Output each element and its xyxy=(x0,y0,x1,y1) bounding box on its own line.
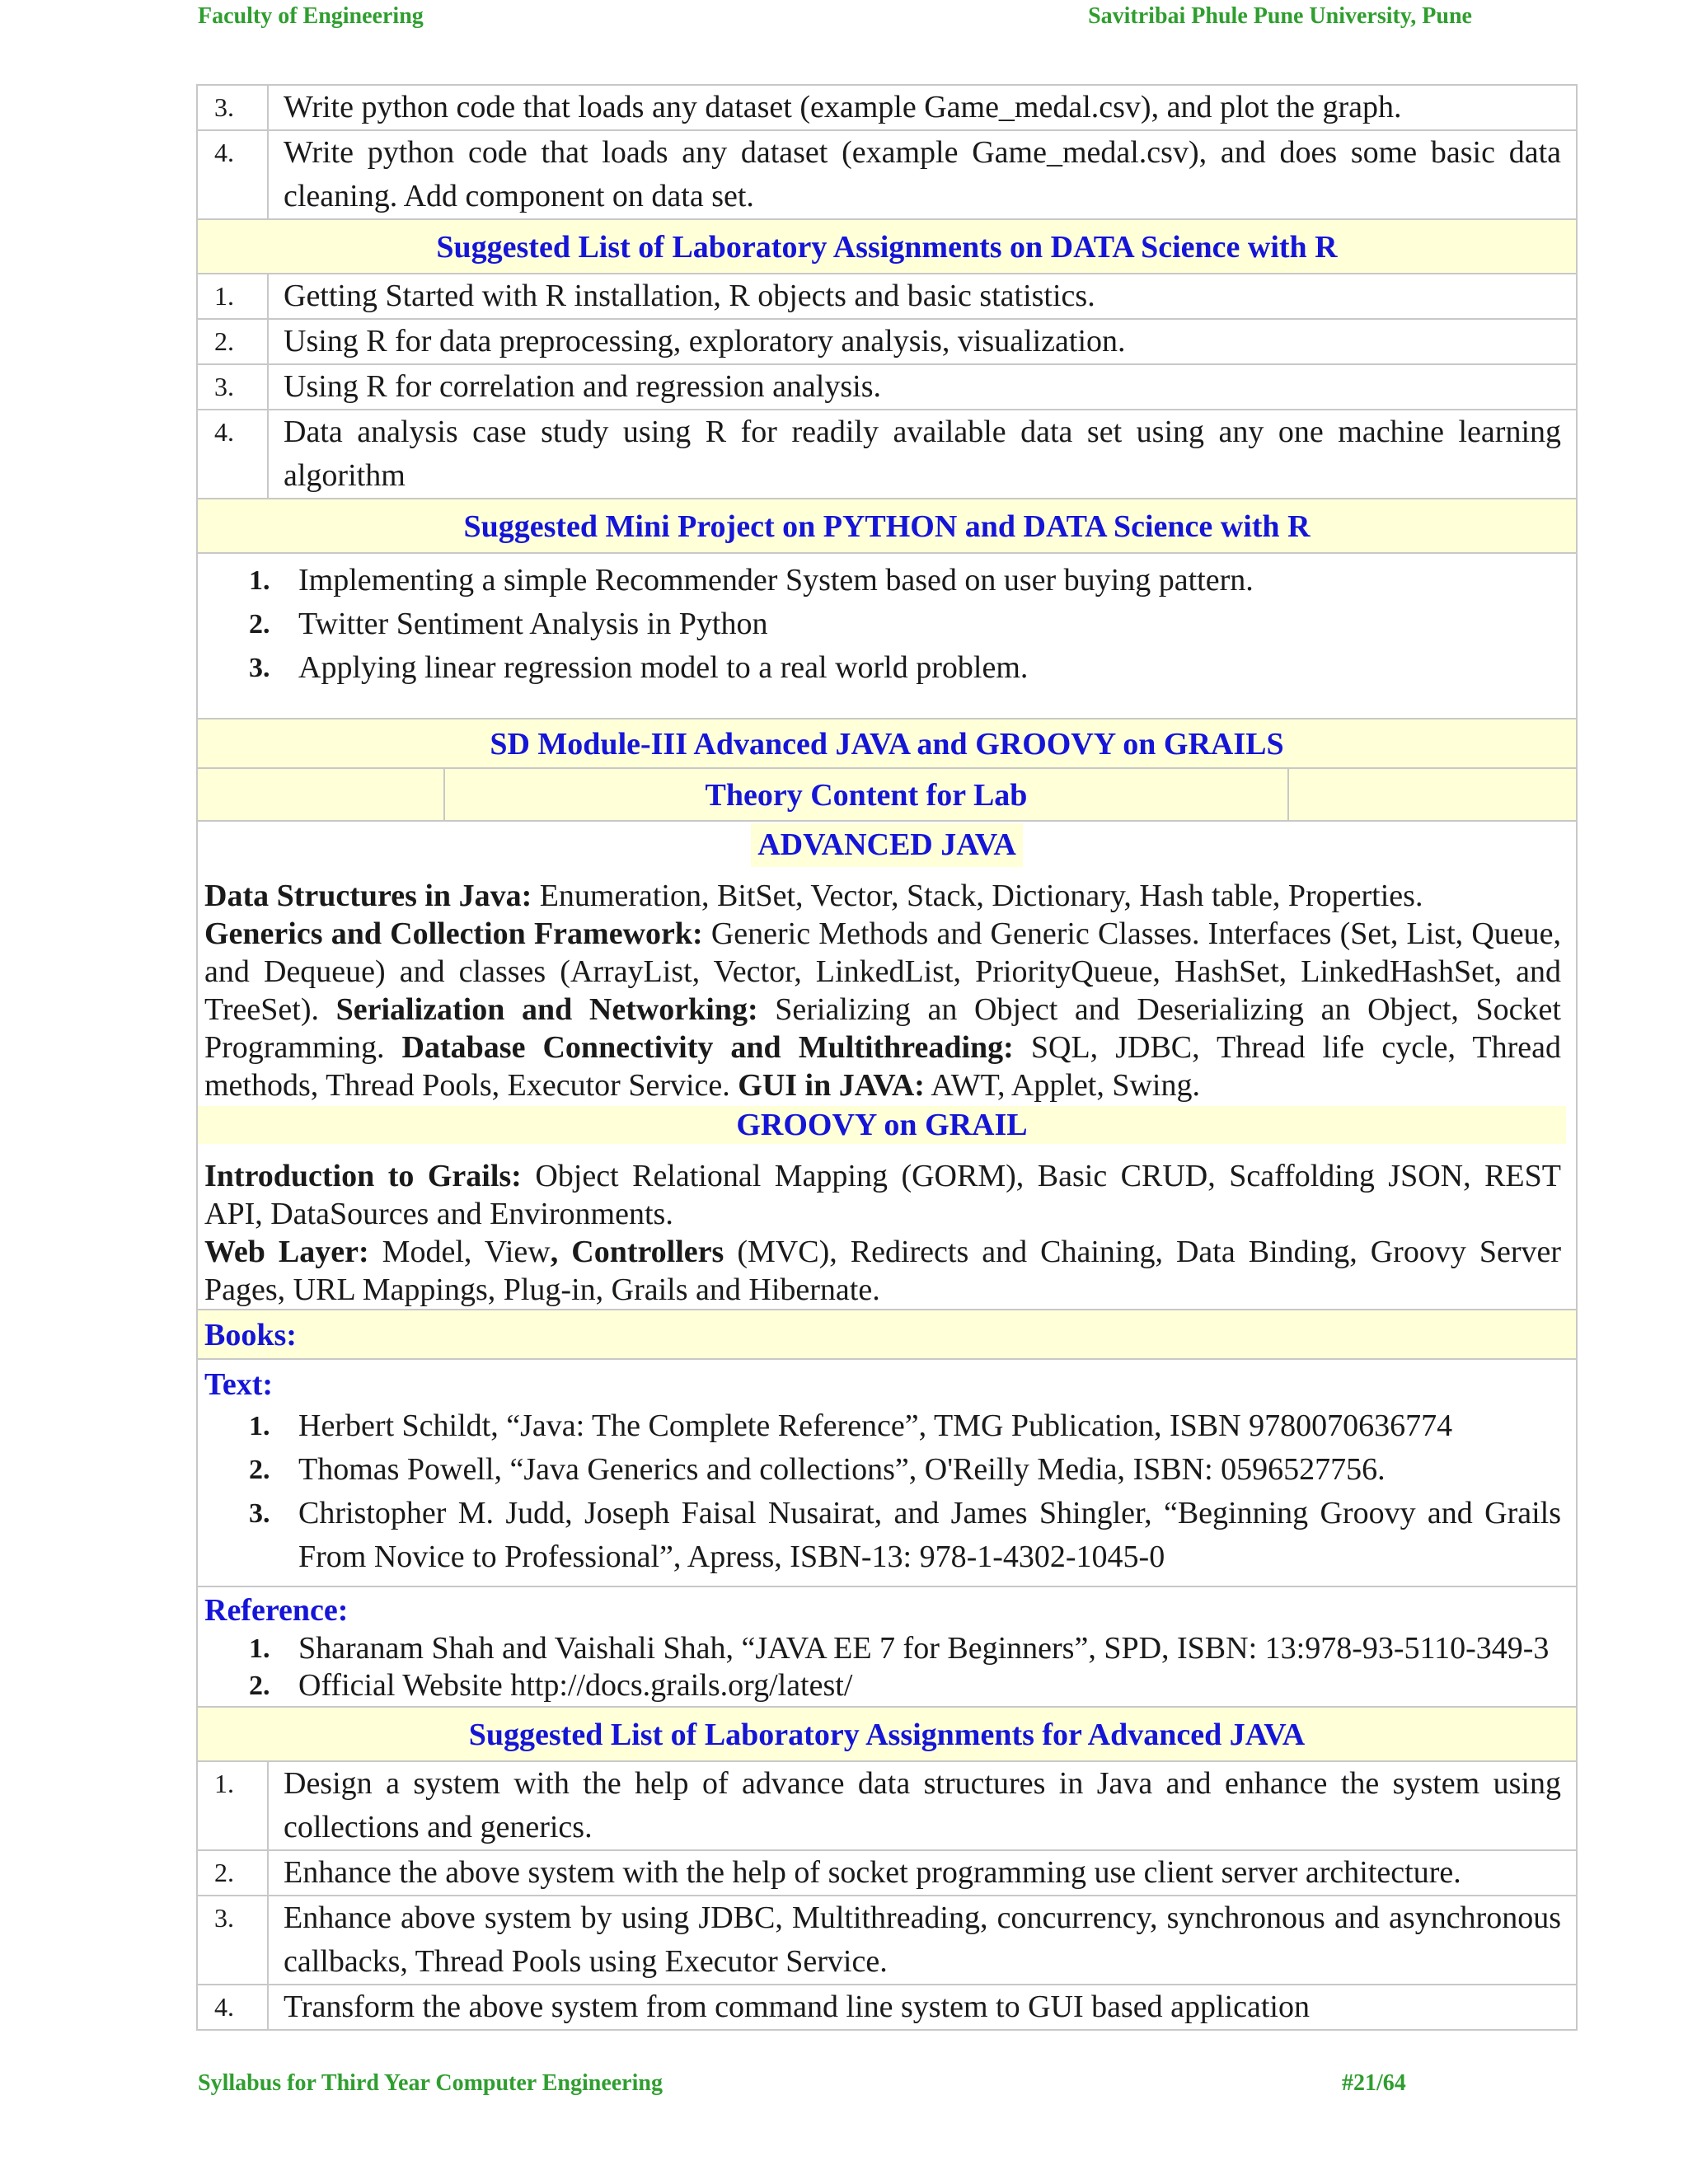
reference-books-section xyxy=(198,1587,1576,1708)
item-number: 2. xyxy=(249,1671,270,1701)
item-text: Thomas Powell, “Java Generics and collections”, O'Reilly Media, ISBN: 0596527756. xyxy=(298,1452,1386,1487)
item-number: 3. xyxy=(198,365,269,409)
text-grails-intro: Object Relational Mapping (GORM), Basic CRUD, Scaffolding JSON, REST API, DataSources and Environments. xyxy=(204,1159,1561,1231)
advanced-java-section xyxy=(198,822,1576,1310)
item-text: Implementing a simple Recommender System based on user buying pattern. xyxy=(298,563,1254,598)
label-gui: GUI in JAVA: xyxy=(738,1068,925,1103)
item-text: Applying linear regression model to a real world problem. xyxy=(298,650,1029,685)
list-item xyxy=(249,646,1561,690)
footer-page-number: #21/64 xyxy=(1342,2070,1406,2096)
footer-syllabus-title: Syllabus for Third Year Computer Engineering xyxy=(198,2070,663,2096)
reference-heading: Reference: xyxy=(204,1593,349,1628)
text-books-section xyxy=(198,1360,1576,1587)
r-item xyxy=(198,274,1576,320)
item-text: Using R for correlation and regression analysis. xyxy=(284,369,881,404)
label-generics: Generics and Collection Framework: xyxy=(204,916,703,951)
list-item xyxy=(249,602,1561,646)
text-serialization: Serializing an Object and Deserializing an Object, Socket Programming. xyxy=(204,992,1561,1065)
java-lab-item xyxy=(198,1985,1576,2029)
python-item xyxy=(198,131,1576,220)
label-controllers: , Controllers xyxy=(550,1235,724,1269)
books-heading: Books: xyxy=(198,1310,1576,1360)
java-lab-item xyxy=(198,1762,1576,1851)
item-text: Getting Started with R installation, R objects and basic statistics. xyxy=(284,279,1095,313)
item-number: 1. xyxy=(249,565,270,596)
item-text: Write python code that loads any dataset (example Game_medal.csv), and does some basic data cleaning. Add component on data set. xyxy=(284,135,1561,213)
item-text: Official Website http://docs.grails.org/latest/ xyxy=(298,1668,853,1703)
item-number: 3. xyxy=(198,1896,269,1984)
item-text: Data analysis case study using R for readily available data set using any one machine learning algorithm xyxy=(284,415,1561,493)
r-item xyxy=(198,410,1576,499)
groovy-heading: GROOVY on GRAIL xyxy=(198,1106,1566,1144)
text-data-structures: Enumeration, BitSet, Vector, Stack, Dictionary, Hash table, Properties. xyxy=(532,879,1423,913)
item-number: 2. xyxy=(198,1851,269,1895)
item-number: 4. xyxy=(198,131,269,218)
item-text: Enhance above system by using JDBC, Multithreading, concurrency, synchronous and asynchronous callbacks, Thread Pools using Executor Service. xyxy=(284,1900,1561,1979)
java-lab-heading: Suggested List of Laboratory Assignments for Advanced JAVA xyxy=(198,1708,1576,1762)
item-text: Christopher M. Judd, Joseph Faisal Nusairat, and James Shingler, “Beginning Groovy and Grails From Novice to Professional”, Apress, ISBN-13: 978-1-4302-1045-0 xyxy=(298,1496,1561,1574)
mini-project-list xyxy=(198,554,1576,719)
item-number: 4. xyxy=(198,1985,269,2029)
item-number: 2. xyxy=(249,1455,270,1485)
item-number: 1. xyxy=(249,1633,270,1664)
python-item xyxy=(198,86,1576,131)
item-number: 3. xyxy=(249,653,270,683)
java-lab-item xyxy=(198,1851,1576,1896)
text-gui: AWT, Applet, Swing. xyxy=(924,1068,1200,1103)
text-web-layer-rest: (MVC), Redirects and Chaining, Data Binding, Groovy Server Pages, URL Mappings, Plug-in, Grails and Hibernate. xyxy=(204,1235,1562,1307)
list-item xyxy=(249,1404,1561,1448)
java-lab-item xyxy=(198,1896,1576,1985)
item-text: Design a system with the help of advance data structures in Java and enhance the system using collections and generics. xyxy=(284,1766,1561,1844)
list-item xyxy=(249,559,1561,602)
item-number: 3. xyxy=(198,86,269,129)
item-text: Enhance the above system with the help of socket programming use client server architecture. xyxy=(284,1855,1461,1890)
list-item xyxy=(249,1448,1561,1492)
label-web-layer: Web Layer: xyxy=(204,1235,369,1269)
item-text: Twitter Sentiment Analysis in Python xyxy=(298,607,768,641)
text-database: SQL, JDBC, Thread life cycle, Thread methods, Thread Pools, Executor Service. xyxy=(204,1030,1562,1103)
header-university: Savitribai Phule Pune University, Pune xyxy=(1088,3,1472,29)
r-item xyxy=(198,365,1576,410)
item-number: 2. xyxy=(249,609,270,640)
item-number: 3. xyxy=(249,1498,270,1529)
item-number: 2. xyxy=(198,320,269,363)
theory-heading: Theory Content for Lab xyxy=(445,769,1289,820)
text-web-layer: Model, View xyxy=(368,1235,551,1269)
label-serialization: Serialization and Networking: xyxy=(335,992,758,1027)
item-number: 1. xyxy=(198,274,269,318)
module-heading: SD Module-III Advanced JAVA and GROOVY on GRAILS xyxy=(198,719,1576,769)
item-text: Using R for data preprocessing, exploratory analysis, visualization. xyxy=(284,324,1126,359)
item-number: 1. xyxy=(198,1762,269,1849)
advanced-java-heading: ADVANCED JAVA xyxy=(751,823,1023,867)
list-item xyxy=(249,1492,1561,1579)
label-grails-intro: Introduction to Grails: xyxy=(204,1159,522,1193)
item-text: Sharanam Shah and Vaishali Shah, “JAVA EE 7 for Beginners”, SPD, ISBN: 13:978-93-5110-349-3 xyxy=(298,1631,1550,1666)
item-text: Transform the above system from command line system to GUI based application xyxy=(284,1990,1310,2024)
text-generics: Generic Methods and Generic Classes. Interfaces (Set, List, Queue, and Dequeue) and classes (ArrayList, Vector, LinkedList, PriorityQueue, HashSet, LinkedHashSet, and TreeSet). xyxy=(204,916,1561,1027)
r-assignments-heading: Suggested List of Laboratory Assignments on DATA Science with R xyxy=(198,220,1576,274)
list-item xyxy=(249,1630,1561,1667)
item-number: 4. xyxy=(198,410,269,498)
label-data-structures: Data Structures in Java: xyxy=(204,879,532,913)
header-faculty: Faculty of Engineering xyxy=(198,3,424,29)
label-database: Database Connectivity and Multithreading: xyxy=(401,1030,1014,1065)
syllabus-table xyxy=(196,84,1578,2031)
list-item xyxy=(249,1667,1561,1704)
text-heading: Text: xyxy=(204,1367,274,1402)
item-number: 1. xyxy=(249,1411,270,1441)
item-text: Herbert Schildt, “Java: The Complete Reference”, TMG Publication, ISBN 9780070636774 xyxy=(298,1408,1453,1443)
mini-project-heading: Suggested Mini Project on PYTHON and DATA Science with R xyxy=(198,499,1576,554)
theory-heading-row xyxy=(198,769,1576,822)
r-item xyxy=(198,320,1576,365)
item-text: Write python code that loads any dataset (example Game_medal.csv), and plot the graph. xyxy=(284,90,1402,124)
